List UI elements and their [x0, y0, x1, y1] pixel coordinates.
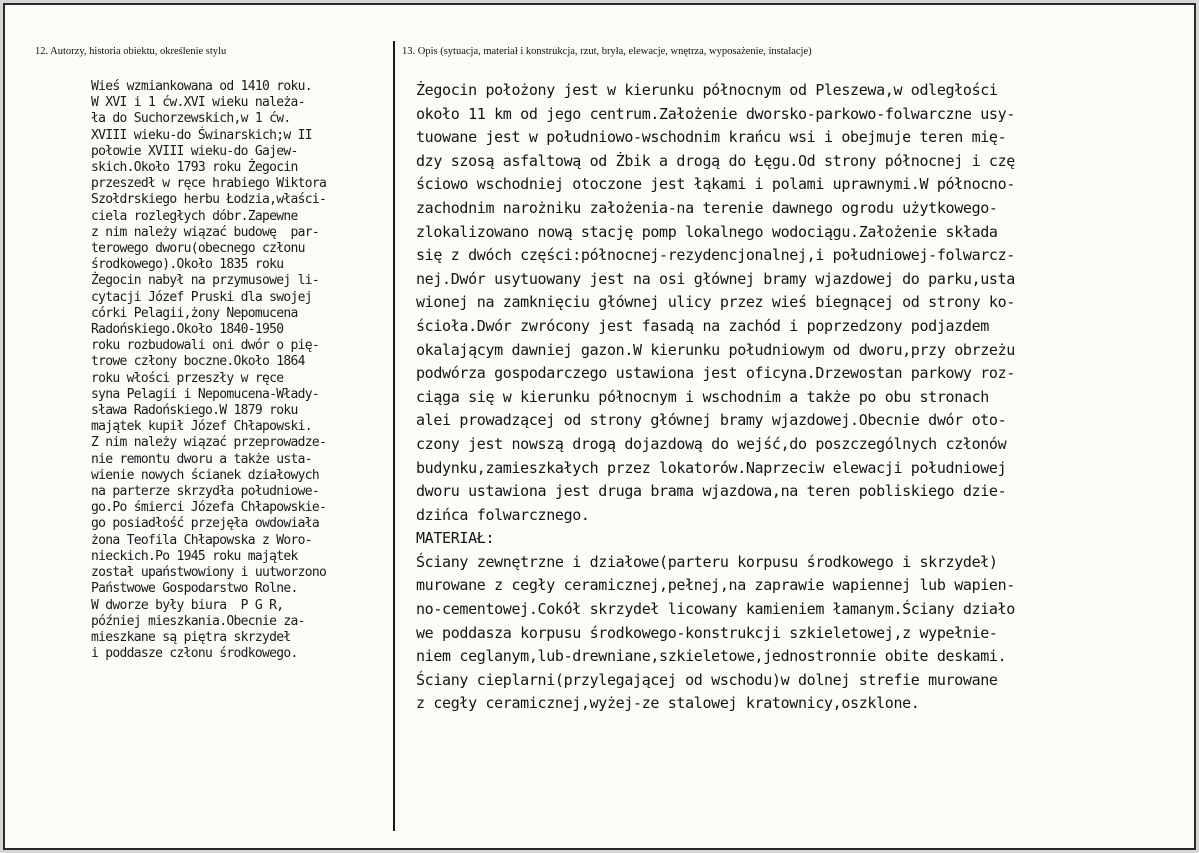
text-line: około 11 km od jego centrum.Założenie dworsko-parkowo-folwarczne usy-	[416, 104, 1015, 123]
text-line: go.Po śmierci Józefa Chłapowskie-	[91, 500, 327, 516]
section-12-heading: 12. Autorzy, historia obiektu, określenie stylu	[35, 46, 227, 57]
text-line: z cegły ceramicznej,wyżej-ze stalowej kratownicy,oszklone.	[416, 694, 920, 713]
text-line: W XVI i 1 ćw.XVI wieku należa-	[91, 95, 305, 111]
text-line: MATERIAŁ:	[416, 529, 495, 548]
history-text	[91, 79, 326, 662]
text-line: Wieś wzmiankowana od 1410 roku.	[91, 79, 312, 94]
text-line: Państwowe Gospodarstwo Rolne.	[91, 581, 298, 597]
text-line: zachodnim narożniku założenia-na terenie dawnego ogrodu użytkowego-	[416, 198, 998, 217]
text-line: dzińca folwarcznego.	[416, 505, 590, 524]
text-line: mieszkane są piętra skrzydeł	[91, 629, 291, 645]
text-line: skich.Około 1793 roku Żegocin	[91, 160, 298, 176]
text-line: dzy szosą asfaltową od Żbik a drogą do Łęgu.Od strony północnej i czę	[416, 151, 1015, 170]
text-line: środkowego).Około 1835 roku	[91, 257, 284, 273]
text-line: Ściany zewnętrzne i działowe(parteru korpusu środkowego i skrzydeł)	[416, 552, 998, 571]
text-line: ściowo wschodniej otoczone jest łąkami i polami uprawnymi.W północno-	[416, 175, 1015, 194]
text-line: wionej na zamknięciu głównej ulicy przez wieś biegnącej od strony ko-	[416, 293, 1015, 312]
text-line: budynku,zamieszkałych przez lokatorów.Naprzeciw elewacji południowej	[416, 458, 1007, 477]
text-line: niem ceglanym,lub-drewniane,szkieletowe,jednostronnie obite deskami.	[416, 647, 1007, 666]
text-line: tuowane jest w południowo-wschodnim krańcu wsi i obejmuje teren mię-	[416, 128, 1007, 147]
text-line: Szołdrskiego herbu Łodzia,właści-	[91, 192, 327, 208]
text-line: ciąga się w kierunku północnym i wschodnim a także po obu stronach	[416, 387, 989, 406]
text-line: Radońskiego.Około 1840-1950	[91, 322, 284, 338]
text-line: na parterze skrzydła południowe-	[91, 484, 320, 500]
text-line: i poddasze członu środkowego.	[91, 646, 298, 662]
text-line: nieckich.Po 1945 roku majątek	[91, 548, 298, 564]
text-line: wienie nowych ścianek działowych	[91, 467, 320, 483]
text-line: córki Pelagii,żony Nepomucena	[91, 305, 298, 321]
text-line: ścioła.Dwór zwrócony jest fasadą na zachód i poprzedzony podjazdem	[416, 316, 989, 335]
text-line: alei prowadzącej od strony głównej bramy wjazdowej.Obecnie dwór oto-	[416, 411, 1007, 430]
text-line: się z dwóch części:północnej-rezydencjonalnej,i południowej-folwarcz-	[416, 246, 1015, 265]
text-line: później mieszkania.Obecnie za-	[91, 613, 305, 629]
text-line: go posiadłość przejęła owdowiała	[91, 516, 320, 532]
text-line: czony jest nowszą drogą dojazdową do wejść,do poszczególnych członów	[416, 434, 1007, 453]
text-line: zlokalizowano nową stację pomp lokalnego wodociągu.Założenie składa	[416, 222, 998, 241]
text-line: ciela rozległych dóbr.Zapewne	[91, 208, 298, 224]
text-line: połowie XVIII wieku-do Gajew-	[91, 143, 298, 159]
document-sheet	[3, 3, 1196, 850]
section-13-heading: 13. Opis (sytuacja, materiał i konstrukcja, rzut, bryła, elewacje, wnętrza, wyposażenie, instalacje)	[402, 46, 812, 57]
text-line: XVIII wieku-do Świnarskich;w II	[91, 127, 312, 143]
text-line: majątek kupił Józef Chłapowski.	[91, 419, 312, 435]
text-line: dworu ustawiona jest druga brama wjazdowa,na teren pobliskiego dzie-	[416, 482, 1007, 501]
text-line: podwórza gospodarczego ustawiona jest oficyna.Drzewostan parkowy roz-	[416, 364, 1015, 383]
text-line: roku włości przeszły w ręce	[91, 370, 284, 386]
text-line: przeszedł w ręce hrabiego Wiktora	[91, 176, 327, 192]
text-line: Z nim należy wiązać przeprowadze-	[91, 435, 327, 451]
text-line: murowane z cegły ceramicznej,pełnej,na zaprawie wapiennej lub wapien-	[416, 576, 1015, 595]
description-text	[416, 79, 1015, 716]
text-line: nie remontu dworu a także usta-	[91, 451, 312, 467]
text-line: syna Pelagii i Nepomucena-Włady-	[91, 386, 320, 402]
text-line: terowego dworu(obecnego członu	[91, 241, 305, 257]
text-line: żona Teofila Chłapowska z Woro-	[91, 532, 312, 548]
text-line: sława Radońskiego.W 1879 roku	[91, 403, 298, 419]
text-line: Żegocin nabył na przymusowej li-	[91, 273, 320, 289]
column-divider	[393, 41, 395, 831]
text-line: został upaństwowiony i uutworzono	[91, 565, 327, 581]
text-line: cytacji Józef Pruski dla swojej	[91, 289, 312, 305]
text-line: z nim należy wiązać budowę par-	[91, 224, 320, 240]
text-line: no-cementowej.Cokół skrzydeł licowany kamieniem łamanym.Ściany działo	[416, 600, 1015, 619]
text-line: ła do Suchorzewskich,w 1 ćw.	[91, 111, 291, 127]
text-line: Ściany cieplarni(przylegającej od wschodu)w dolnej strefie murowane	[416, 670, 998, 689]
text-line: W dworze były biura P G R,	[91, 597, 284, 613]
text-line: okalającym dawniej gazon.W kierunku południowym od dworu,przy obrzeżu	[416, 340, 1015, 359]
text-line: we poddasza korpusu środkowego-konstrukcji szkieletowej,z wypełnie-	[416, 623, 998, 642]
text-line: trowe człony boczne.Około 1864	[91, 354, 305, 370]
text-line: roku rozbudowali oni dwór o pię-	[91, 338, 320, 354]
text-line: Żegocin położony jest w kierunku północnym od Pleszewa,w odległości	[416, 81, 998, 99]
text-line: nej.Dwór usytuowany jest na osi głównej bramy wjazdowej do parku,usta	[416, 269, 1015, 288]
